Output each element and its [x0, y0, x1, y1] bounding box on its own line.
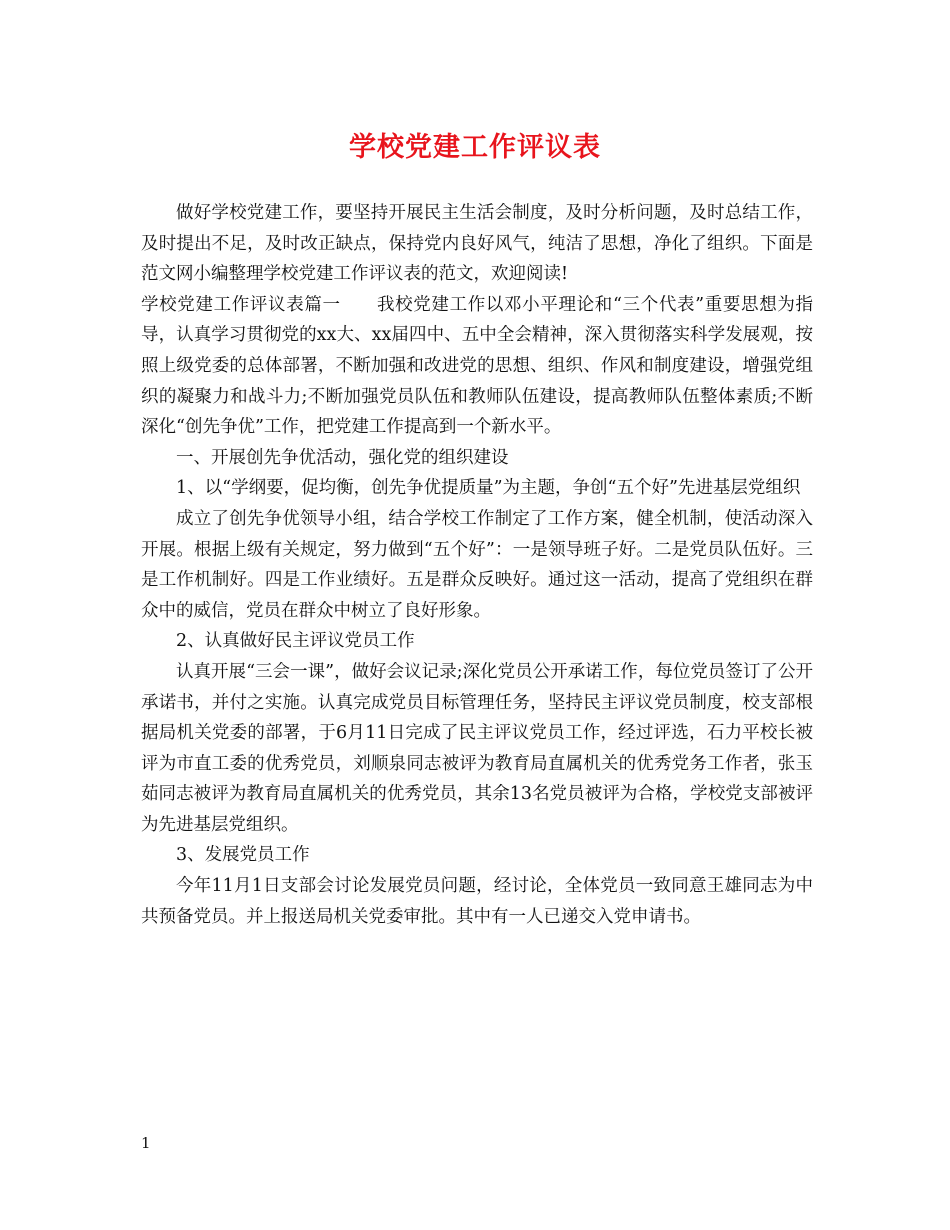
- paragraph: 2、认真做好民主评议党员工作: [176, 631, 415, 652]
- document-body: [141, 198, 813, 932]
- paragraph: 认真开展“三会一课”，做好会议记录;深化党员公开承诺工作，每位党员签订了公开承诺书，并付之实施。认真完成党员目标管理任务，坚持民主评议党员制度，校支部根据局机关党委的部署，于6月11日完成了民主评议党员工作，经过评选，石力平校长被评为市直工委的优秀党员，刘顺泉同志被评为教育局直属机关的优秀党务工作者，张玉茹同志被评为教育局直属机关的优秀党员，其余13名党员被评为合格，学校党支部被评为先进基层党组织。: [141, 661, 813, 835]
- page-number: 1: [141, 1134, 151, 1152]
- paragraph: 做好学校党建工作，要坚持开展民主生活会制度，及时分析问题，及时总结工作，及时提出不足，及时改正缺点，保持党内良好风气，纯洁了思想，净化了组织。下面是范文网小编整理学校党建工作评议表的范文，欢迎阅读!: [141, 203, 813, 285]
- document-title: 学校党建工作评议表: [349, 132, 601, 163]
- paragraph: 一、开展创先争优活动，强化党的组织建设: [176, 447, 509, 468]
- paragraph: 成立了创先争优领导小组，结合学校工作制定了工作方案，健全机制，使活动深入开展。根据上级有关规定，努力做到“五个好”：一是领导班子好。二是党员队伍好。三是工作机制好。四是工作业绩好。五是群众反映好。通过这一活动，提高了党组织在群众中的威信，党员在群众中树立了良好形象。: [141, 508, 813, 621]
- paragraph: 今年11月1日支部会讨论发展党员问题，经讨论，全体党员一致同意王雄同志为中共预备党员。并上报送局机关党委审批。其中有一人已递交入党申请书。: [141, 876, 813, 927]
- paragraph: 3、发展党员工作: [176, 845, 310, 866]
- paragraph: 学校党建工作评议表篇一 我校党建工作以邓小平理论和“三个代表”重要思想为指导，认真学习贯彻党的xx大、xx届四中、五中全会精神，深入贯彻落实科学发展观，按照上级党委的总体部署，不断加强和改进党的思想、组织、作风和制度建设，增强党组织的凝聚力和战斗力;不断加强党员队伍和教师队伍建设，提高教师队伍整体素质;不断深化“创先争优”工作，把党建工作提高到一个新水平。: [141, 294, 813, 438]
- paragraph: 1、以“学纲要，促均衡，创先争优提质量”为主题，争创“五个好”先进基层党组织: [176, 478, 801, 499]
